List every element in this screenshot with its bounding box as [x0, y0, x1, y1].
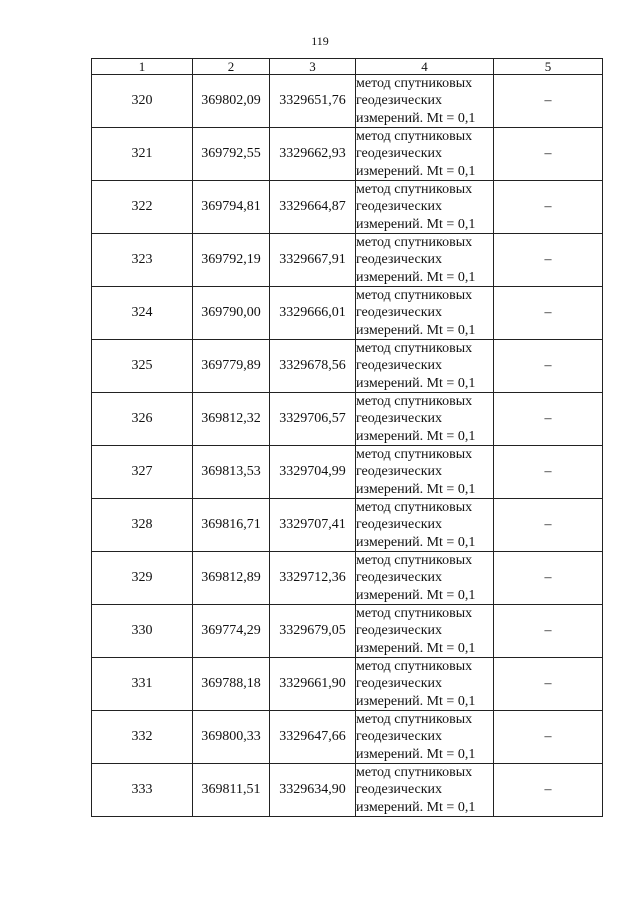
- method-line: геодезических: [356, 199, 443, 215]
- y-coordinate-cell: 3329651,76: [270, 75, 356, 128]
- column-5-cell: –: [494, 711, 603, 764]
- method-description-cell: [356, 764, 494, 817]
- method-description-cell: [356, 658, 494, 711]
- page-number: 119: [311, 34, 329, 48]
- method-line: геодезических: [356, 676, 443, 692]
- x-coordinate-cell: 369794,81: [193, 181, 270, 234]
- method-line: метод спутниковых: [356, 182, 473, 198]
- method-line: метод спутниковых: [356, 659, 473, 675]
- table-row: [92, 446, 603, 499]
- method-description-cell: [356, 552, 494, 605]
- method-line: геодезических: [356, 464, 443, 480]
- method-description-cell: [356, 287, 494, 340]
- column-5-cell: –: [494, 181, 603, 234]
- method-line: геодезических: [356, 782, 443, 798]
- column-5-cell: –: [494, 234, 603, 287]
- method-line: метод спутниковых: [356, 129, 473, 145]
- y-coordinate-cell: 3329707,41: [270, 499, 356, 552]
- point-number-cell: 323: [92, 234, 193, 287]
- table-row: [92, 128, 603, 181]
- table-row: [92, 181, 603, 234]
- method-description-cell: [356, 605, 494, 658]
- method-description-cell: [356, 393, 494, 446]
- method-line: геодезических: [356, 623, 443, 639]
- y-coordinate-cell: 3329666,01: [270, 287, 356, 340]
- point-number-cell: 330: [92, 605, 193, 658]
- column-5-cell: –: [494, 552, 603, 605]
- method-line: измерений. Mt = 0,1: [356, 322, 476, 338]
- column-header-2: 2: [193, 59, 270, 75]
- y-coordinate-cell: 3329661,90: [270, 658, 356, 711]
- method-line: геодезических: [356, 570, 443, 586]
- column-header-5: 5: [494, 59, 603, 75]
- method-description-cell: [356, 75, 494, 128]
- method-description-cell: [356, 340, 494, 393]
- column-5-cell: –: [494, 658, 603, 711]
- table-row: [92, 711, 603, 764]
- point-number-cell: 324: [92, 287, 193, 340]
- table-row: [92, 764, 603, 817]
- x-coordinate-cell: 369788,18: [193, 658, 270, 711]
- method-line: метод спутниковых: [356, 500, 473, 516]
- column-5-cell: –: [494, 605, 603, 658]
- method-line: измерений. Mt = 0,1: [356, 587, 476, 603]
- x-coordinate-cell: 369790,00: [193, 287, 270, 340]
- method-description-cell: [356, 181, 494, 234]
- table-row: [92, 658, 603, 711]
- x-coordinate-cell: 369779,89: [193, 340, 270, 393]
- method-line: геодезических: [356, 411, 443, 427]
- point-number-cell: 333: [92, 764, 193, 817]
- column-5-cell: –: [494, 75, 603, 128]
- method-line: геодезических: [356, 252, 443, 268]
- method-line: геодезических: [356, 305, 443, 321]
- table-row: [92, 552, 603, 605]
- method-line: метод спутниковых: [356, 765, 473, 781]
- column-5-cell: –: [494, 340, 603, 393]
- table-row: [92, 75, 603, 128]
- method-description-cell: [356, 446, 494, 499]
- method-line: измерений. Mt = 0,1: [356, 746, 476, 762]
- method-line: измерений. Mt = 0,1: [356, 428, 476, 444]
- point-number-cell: 328: [92, 499, 193, 552]
- point-number-cell: 321: [92, 128, 193, 181]
- method-line: геодезических: [356, 729, 443, 745]
- y-coordinate-cell: 3329647,66: [270, 711, 356, 764]
- column-5-cell: –: [494, 499, 603, 552]
- method-line: метод спутниковых: [356, 288, 473, 304]
- method-line: измерений. Mt = 0,1: [356, 375, 476, 391]
- column-header-3: 3: [270, 59, 356, 75]
- method-line: измерений. Mt = 0,1: [356, 481, 476, 497]
- point-number-cell: 325: [92, 340, 193, 393]
- method-line: метод спутниковых: [356, 394, 473, 410]
- method-line: метод спутниковых: [356, 606, 473, 622]
- method-line: измерений. Mt = 0,1: [356, 269, 476, 285]
- method-line: геодезических: [356, 146, 443, 162]
- method-line: измерений. Mt = 0,1: [356, 110, 476, 126]
- table-row: [92, 340, 603, 393]
- column-5-cell: –: [494, 128, 603, 181]
- method-description-cell: [356, 499, 494, 552]
- point-number-cell: 322: [92, 181, 193, 234]
- point-number-cell: 331: [92, 658, 193, 711]
- x-coordinate-cell: 369812,32: [193, 393, 270, 446]
- column-5-cell: –: [494, 764, 603, 817]
- x-coordinate-cell: 369774,29: [193, 605, 270, 658]
- y-coordinate-cell: 3329679,05: [270, 605, 356, 658]
- column-5-cell: –: [494, 446, 603, 499]
- column-5-cell: –: [494, 287, 603, 340]
- table-row: [92, 234, 603, 287]
- method-description-cell: [356, 234, 494, 287]
- column-header-4: 4: [356, 59, 494, 75]
- method-description-cell: [356, 711, 494, 764]
- y-coordinate-cell: 3329704,99: [270, 446, 356, 499]
- x-coordinate-cell: 369812,89: [193, 552, 270, 605]
- method-line: геодезических: [356, 93, 443, 109]
- method-line: геодезических: [356, 517, 443, 533]
- method-line: метод спутниковых: [356, 76, 473, 92]
- table-body: [92, 75, 603, 817]
- point-number-cell: 329: [92, 552, 193, 605]
- table-row: [92, 605, 603, 658]
- method-line: измерений. Mt = 0,1: [356, 534, 476, 550]
- point-number-cell: 320: [92, 75, 193, 128]
- method-line: измерений. Mt = 0,1: [356, 640, 476, 656]
- y-coordinate-cell: 3329712,36: [270, 552, 356, 605]
- method-line: метод спутниковых: [356, 553, 473, 569]
- method-line: измерений. Mt = 0,1: [356, 216, 476, 232]
- method-line: измерений. Mt = 0,1: [356, 163, 476, 179]
- table-row: [92, 287, 603, 340]
- method-line: метод спутниковых: [356, 341, 473, 357]
- y-coordinate-cell: 3329678,56: [270, 340, 356, 393]
- x-coordinate-cell: 369811,51: [193, 764, 270, 817]
- method-line: геодезических: [356, 358, 443, 374]
- method-description-cell: [356, 128, 494, 181]
- method-line: измерений. Mt = 0,1: [356, 799, 476, 815]
- x-coordinate-cell: 369802,09: [193, 75, 270, 128]
- table-row: [92, 393, 603, 446]
- point-number-cell: 326: [92, 393, 193, 446]
- table-header-row: [92, 59, 603, 75]
- column-header-1: 1: [92, 59, 193, 75]
- x-coordinate-cell: 369792,19: [193, 234, 270, 287]
- x-coordinate-cell: 369792,55: [193, 128, 270, 181]
- point-number-cell: 332: [92, 711, 193, 764]
- y-coordinate-cell: 3329662,93: [270, 128, 356, 181]
- method-line: метод спутниковых: [356, 235, 473, 251]
- x-coordinate-cell: 369800,33: [193, 711, 270, 764]
- method-line: метод спутниковых: [356, 712, 473, 728]
- y-coordinate-cell: 3329634,90: [270, 764, 356, 817]
- x-coordinate-cell: 369813,53: [193, 446, 270, 499]
- y-coordinate-cell: 3329706,57: [270, 393, 356, 446]
- point-number-cell: 327: [92, 446, 193, 499]
- x-coordinate-cell: 369816,71: [193, 499, 270, 552]
- method-line: метод спутниковых: [356, 447, 473, 463]
- column-5-cell: –: [494, 393, 603, 446]
- y-coordinate-cell: 3329664,87: [270, 181, 356, 234]
- coordinates-table: [91, 58, 603, 817]
- method-line: измерений. Mt = 0,1: [356, 693, 476, 709]
- table-row: [92, 499, 603, 552]
- y-coordinate-cell: 3329667,91: [270, 234, 356, 287]
